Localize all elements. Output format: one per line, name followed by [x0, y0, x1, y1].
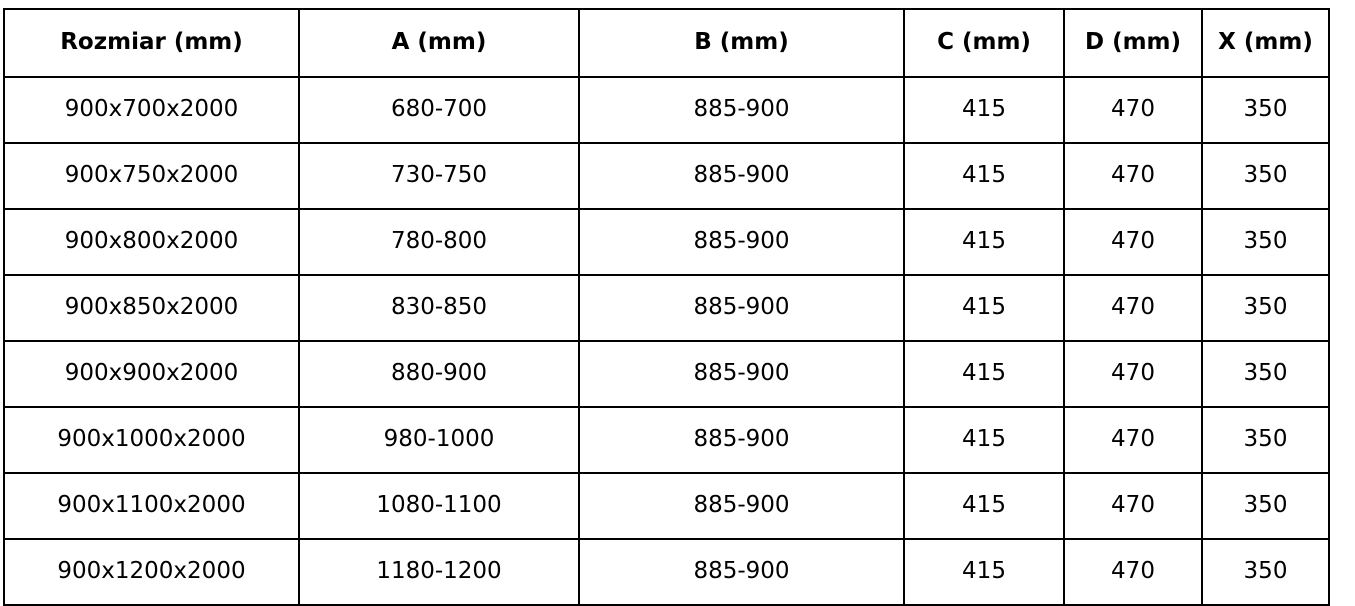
cell-a: 980-1000 [299, 407, 579, 473]
cell-d: 470 [1064, 407, 1202, 473]
cell-a: 1180-1200 [299, 539, 579, 605]
cell-c: 415 [904, 209, 1064, 275]
cell-b: 885-900 [579, 473, 904, 539]
cell-size: 900x1000x2000 [4, 407, 299, 473]
cell-a: 1080-1100 [299, 473, 579, 539]
cell-d: 470 [1064, 275, 1202, 341]
table-row [4, 539, 1329, 605]
cell-d: 470 [1064, 473, 1202, 539]
cell-a: 880-900 [299, 341, 579, 407]
cell-a: 830-850 [299, 275, 579, 341]
cell-d: 470 [1064, 209, 1202, 275]
cell-a: 730-750 [299, 143, 579, 209]
cell-x: 350 [1202, 275, 1329, 341]
cell-c: 415 [904, 341, 1064, 407]
cell-x: 350 [1202, 341, 1329, 407]
cell-d: 470 [1064, 539, 1202, 605]
table-row [4, 77, 1329, 143]
column-header-b: B (mm) [579, 9, 904, 77]
cell-x: 350 [1202, 539, 1329, 605]
cell-c: 415 [904, 407, 1064, 473]
cell-size: 900x1100x2000 [4, 473, 299, 539]
cell-b: 885-900 [579, 407, 904, 473]
cell-d: 470 [1064, 143, 1202, 209]
cell-b: 885-900 [579, 209, 904, 275]
cell-x: 350 [1202, 77, 1329, 143]
cell-c: 415 [904, 143, 1064, 209]
cell-c: 415 [904, 77, 1064, 143]
dimensions-table [3, 8, 1330, 606]
column-header-c: C (mm) [904, 9, 1064, 77]
cell-x: 350 [1202, 143, 1329, 209]
cell-size: 900x750x2000 [4, 143, 299, 209]
dimension-table-sheet [0, 8, 1355, 601]
column-header-x: X (mm) [1202, 9, 1329, 77]
cell-b: 885-900 [579, 539, 904, 605]
column-header-d: D (mm) [1064, 9, 1202, 77]
table-body [4, 77, 1329, 605]
cell-c: 415 [904, 275, 1064, 341]
cell-size: 900x1200x2000 [4, 539, 299, 605]
cell-a: 780-800 [299, 209, 579, 275]
cell-a: 680-700 [299, 77, 579, 143]
cell-x: 350 [1202, 407, 1329, 473]
cell-d: 470 [1064, 341, 1202, 407]
table-row [4, 473, 1329, 539]
column-header-size: Rozmiar (mm) [4, 9, 299, 77]
column-header-a: A (mm) [299, 9, 579, 77]
cell-size: 900x850x2000 [4, 275, 299, 341]
table-header-row [4, 9, 1329, 77]
cell-c: 415 [904, 539, 1064, 605]
table-row [4, 143, 1329, 209]
table-header [4, 9, 1329, 77]
cell-x: 350 [1202, 209, 1329, 275]
table-row [4, 275, 1329, 341]
cell-size: 900x800x2000 [4, 209, 299, 275]
cell-size: 900x700x2000 [4, 77, 299, 143]
table-row [4, 341, 1329, 407]
cell-b: 885-900 [579, 275, 904, 341]
cell-b: 885-900 [579, 341, 904, 407]
cell-b: 885-900 [579, 143, 904, 209]
table-row [4, 407, 1329, 473]
table-row [4, 209, 1329, 275]
cell-x: 350 [1202, 473, 1329, 539]
cell-b: 885-900 [579, 77, 904, 143]
cell-d: 470 [1064, 77, 1202, 143]
cell-size: 900x900x2000 [4, 341, 299, 407]
cell-c: 415 [904, 473, 1064, 539]
